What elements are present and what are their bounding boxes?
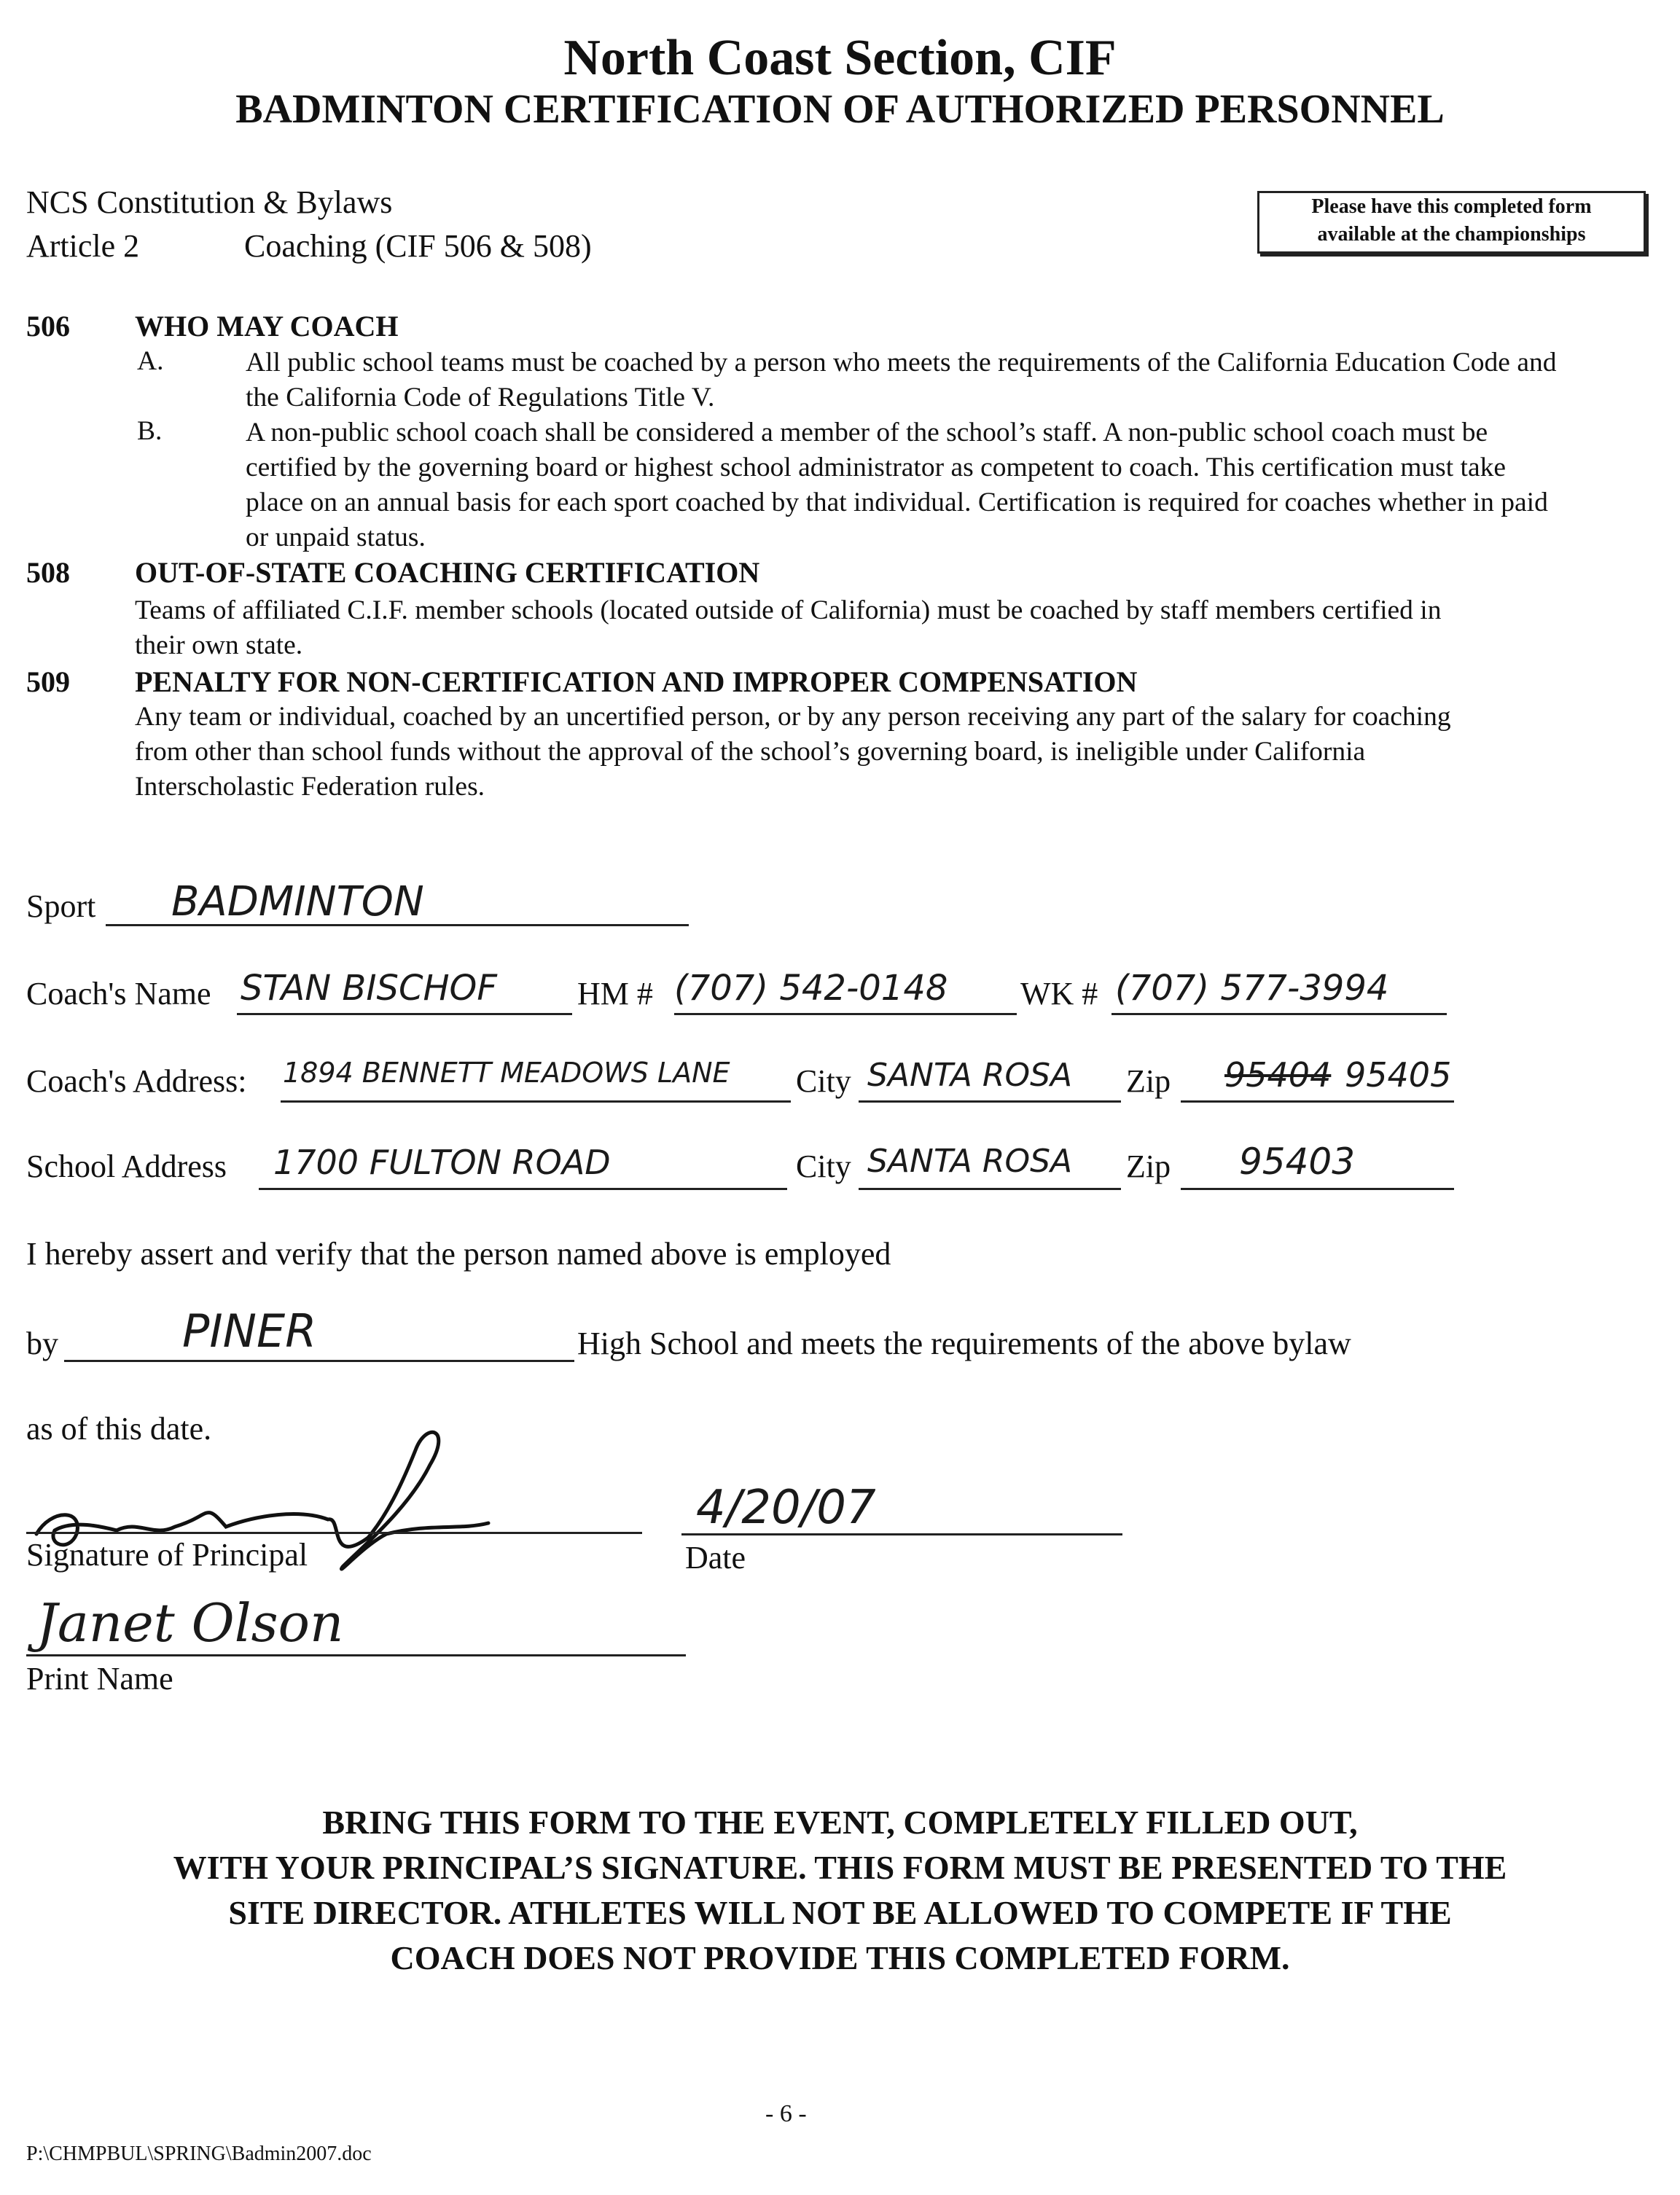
date-label: Date [685, 1540, 746, 1576]
section-508-number: 508 [26, 556, 70, 589]
date-line[interactable] [681, 1533, 1122, 1535]
coach-zip-struck: 95404 [1224, 1055, 1332, 1095]
school-address-line[interactable] [259, 1188, 787, 1190]
high-school-text: High School and meets the requirements of the above bylaw [577, 1326, 1351, 1361]
section-506-a-label: A. [137, 346, 164, 376]
bring-form-line-4: COACH DOES NOT PROVIDE THIS COMPLETED FORM. [390, 1939, 1290, 1976]
school-name-value: PINER [182, 1304, 317, 1358]
article-label: Article 2 [26, 228, 140, 264]
coach-zip-label: Zip [1126, 1063, 1171, 1099]
assertion-text: I hereby assert and verify that the person named above is employed [26, 1236, 891, 1272]
bring-form-line-1: BRING THIS FORM TO THE EVENT, COMPLETELY FILLED OUT, [322, 1804, 1358, 1841]
home-phone-value: (707) 542-0148 [674, 968, 948, 1009]
coaching-reference: Coaching (CIF 506 & 508) [244, 228, 592, 264]
section-509-text: Any team or individual, coached by an uncertified person, or by any person receiving any part of the salary for coaching from other than school funds without the approval of the school’s governing board, is ineligible under California Interscholastic Federation rules. [135, 702, 1451, 802]
form-title: North Coast Section, CIF [563, 30, 1117, 86]
coach-address-value: 1894 BENNETT MEADOWS LANE [283, 1057, 730, 1089]
section-509-number: 509 [26, 665, 70, 698]
file-path: P:\CHMPBUL\SPRING\Badmin2007.doc [26, 2143, 372, 2165]
coach-name-label: Coach's Name [26, 976, 211, 1012]
bring-form-line-2: WITH YOUR PRINCIPAL’S SIGNATURE. THIS FORM MUST BE PRESENTED TO THE [173, 1849, 1507, 1886]
sport-value: BADMINTON [171, 878, 424, 926]
section-508-heading: OUT-OF-STATE COACHING CERTIFICATION [135, 556, 760, 589]
section-506-heading: WHO MAY COACH [135, 310, 399, 343]
section-508-text: Teams of affiliated C.I.F. member schools (located outside of California) must be coached by staff members certified in their own state. [135, 595, 1442, 660]
school-address-label: School Address [26, 1149, 227, 1184]
bring-form-notice [0, 1800, 1680, 1981]
by-label: by [26, 1326, 58, 1361]
signature-label: Signature of Principal [26, 1537, 308, 1573]
coach-address-label: Coach's Address: [26, 1063, 247, 1099]
signature-line[interactable] [26, 1532, 642, 1534]
section-506-b-label: B. [137, 416, 163, 446]
coach-city-label: City [796, 1063, 851, 1099]
print-name-label: Print Name [26, 1661, 173, 1697]
school-zip-label: Zip [1126, 1149, 1171, 1184]
school-city-line[interactable] [859, 1188, 1121, 1190]
work-phone-value: (707) 577-3994 [1115, 968, 1389, 1009]
work-phone-line[interactable] [1111, 1013, 1447, 1015]
notice-line-2: available at the championships [1317, 223, 1586, 246]
section-509-heading: PENALTY FOR NON-CERTIFICATION AND IMPROPER COMPENSATION [135, 665, 1138, 698]
school-city-value: SANTA ROSA [867, 1143, 1073, 1180]
constitution-reference: NCS Constitution & Bylaws [26, 184, 393, 220]
school-address-value: 1700 FULTON ROAD [273, 1143, 611, 1182]
coach-city-value: SANTA ROSA [867, 1057, 1073, 1094]
coach-address-line[interactable] [281, 1100, 791, 1103]
print-name-value: Janet Olson [36, 1592, 344, 1654]
coach-name-line[interactable] [237, 1013, 572, 1015]
coach-city-line[interactable] [859, 1100, 1121, 1103]
section-506-a-text: All public school teams must be coached by a person who meets the requirements of the California Education Code and the California Code of Regulations Title V. [246, 348, 1557, 412]
print-name-line[interactable] [26, 1654, 686, 1656]
form-subtitle: BADMINTON CERTIFICATION OF AUTHORIZED PERSONNEL [235, 87, 1445, 132]
school-name-line[interactable] [64, 1360, 574, 1362]
home-phone-label: HM # [577, 976, 653, 1012]
section-506-number: 506 [26, 310, 70, 343]
coach-zip-value: 95405 [1345, 1055, 1452, 1095]
section-506-b-text: A non-public school coach shall be considered a member of the school’s staff. A non-public school coach must be certified by the governing board or highest school administrator as competent to coach. This certification must take place on an annual basis for each sport coached by that individual. Certification is required for coaches whether in paid or unpaid status. [246, 418, 1548, 552]
as-of-date-text: as of this date. [26, 1411, 212, 1447]
school-zip-value: 95403 [1239, 1140, 1356, 1183]
bring-form-line-3: SITE DIRECTOR. ATHLETES WILL NOT BE ALLOWED TO COMPETE IF THE [228, 1894, 1452, 1931]
sport-label: Sport [26, 888, 96, 924]
coach-name-value: STAN BISCHOF [241, 968, 497, 1009]
date-value: 4/20/07 [696, 1481, 876, 1535]
work-phone-label: WK # [1020, 976, 1098, 1012]
school-city-label: City [796, 1149, 851, 1184]
home-phone-line[interactable] [674, 1013, 1017, 1015]
championship-notice-box [1257, 191, 1646, 254]
coach-zip-line[interactable] [1181, 1100, 1454, 1103]
page-number: - 6 - [765, 2100, 807, 2127]
notice-line-1: Please have this completed form [1311, 195, 1592, 218]
school-zip-line[interactable] [1181, 1188, 1454, 1190]
